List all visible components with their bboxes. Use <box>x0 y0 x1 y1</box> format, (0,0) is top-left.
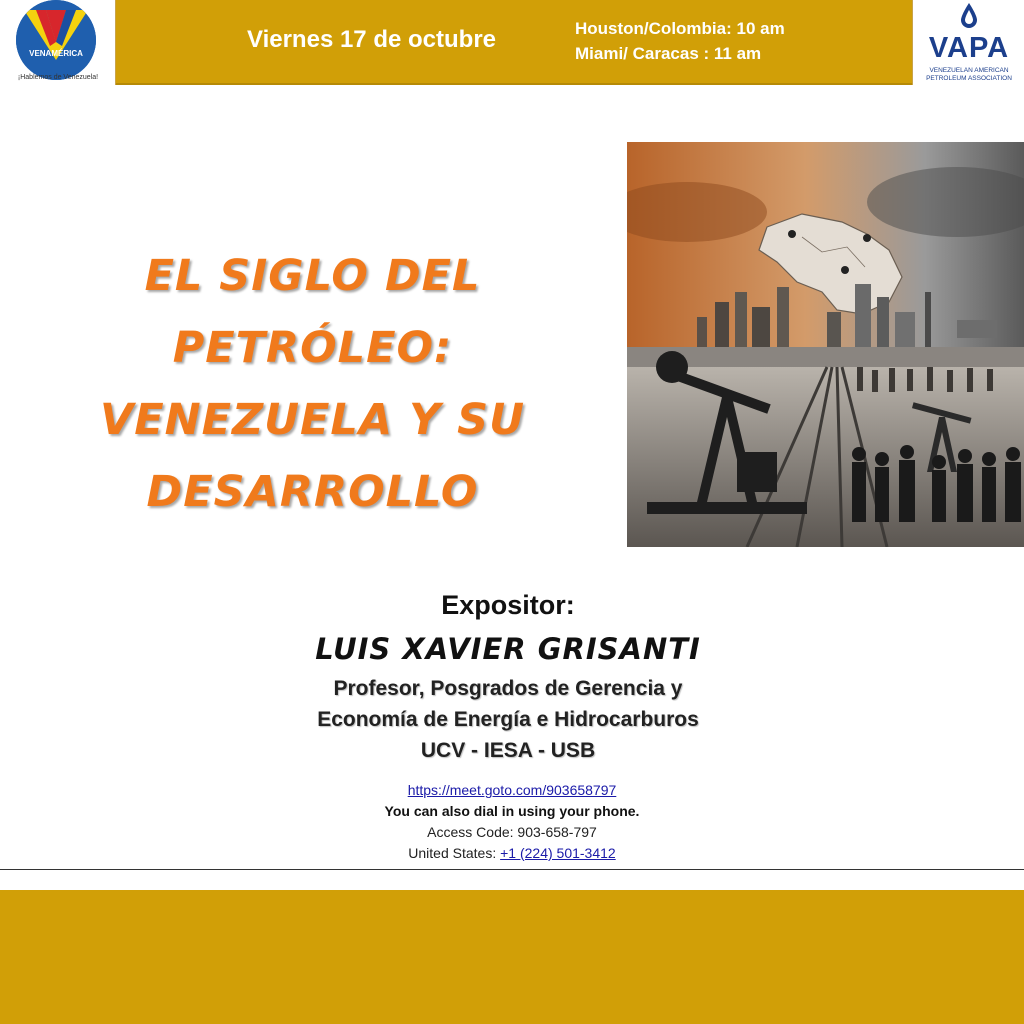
event-title-line3: DESARROLLO <box>146 467 479 517</box>
vapa-logo <box>912 0 1024 85</box>
speaker-credential-line2: Economía de Energía e Hidrocarburos <box>317 708 699 731</box>
speaker-credential-line1: Profesor, Posgrados de Gerencia y <box>333 677 683 700</box>
vapa-subtitle-line1: VENEZUELAN AMERICAN <box>929 67 1009 74</box>
footer-bar <box>0 890 1024 1024</box>
event-time-houston: Houston/Colombia: 10 am <box>575 19 785 38</box>
access-code: Access Code: 903-658-797 <box>427 824 597 840</box>
venamerica-emblem <box>16 0 96 80</box>
vapa-subtitle <box>913 67 1024 83</box>
venamerica-wordmark: VENAMÉRICA <box>29 49 83 58</box>
venamerica-logo <box>0 0 116 85</box>
vapa-subtitle-line2: PETROLEUM ASSOCIATION <box>926 75 1012 82</box>
phone-link[interactable]: +1 (224) 501-3412 <box>500 845 616 861</box>
event-title <box>0 240 625 528</box>
phone-row <box>0 845 1024 861</box>
header-bar <box>0 0 1024 85</box>
oil-drop-icon <box>913 2 1024 36</box>
dial-in-text: You can also dial in using your phone. <box>384 803 640 819</box>
meeting-url-link[interactable]: https://meet.goto.com/903658797 <box>407 782 617 798</box>
speaker-name: LUIS XAVIER GRISANTI <box>315 632 701 666</box>
event-title-line1: EL SIGLO DEL PETRÓLEO: <box>144 251 481 373</box>
phone-prefix: United States: <box>408 845 497 861</box>
vapa-wordmark: VAPA <box>928 32 1010 64</box>
event-time-miami: Miami/ Caracas : 11 am <box>575 44 762 63</box>
meeting-url-row <box>0 782 1024 798</box>
speaker-credential-line3: UCV - IESA - USB <box>420 739 596 762</box>
oil-city-illustration <box>627 142 1024 547</box>
divider <box>0 869 1024 870</box>
venamerica-tagline: ¡Hablemos de Venezuela! <box>17 74 99 81</box>
event-date: Viernes 17 de octubre <box>247 26 496 53</box>
speaker-label: Expositor: <box>441 590 575 620</box>
event-title-line2: VENEZUELA Y SU <box>99 395 526 445</box>
